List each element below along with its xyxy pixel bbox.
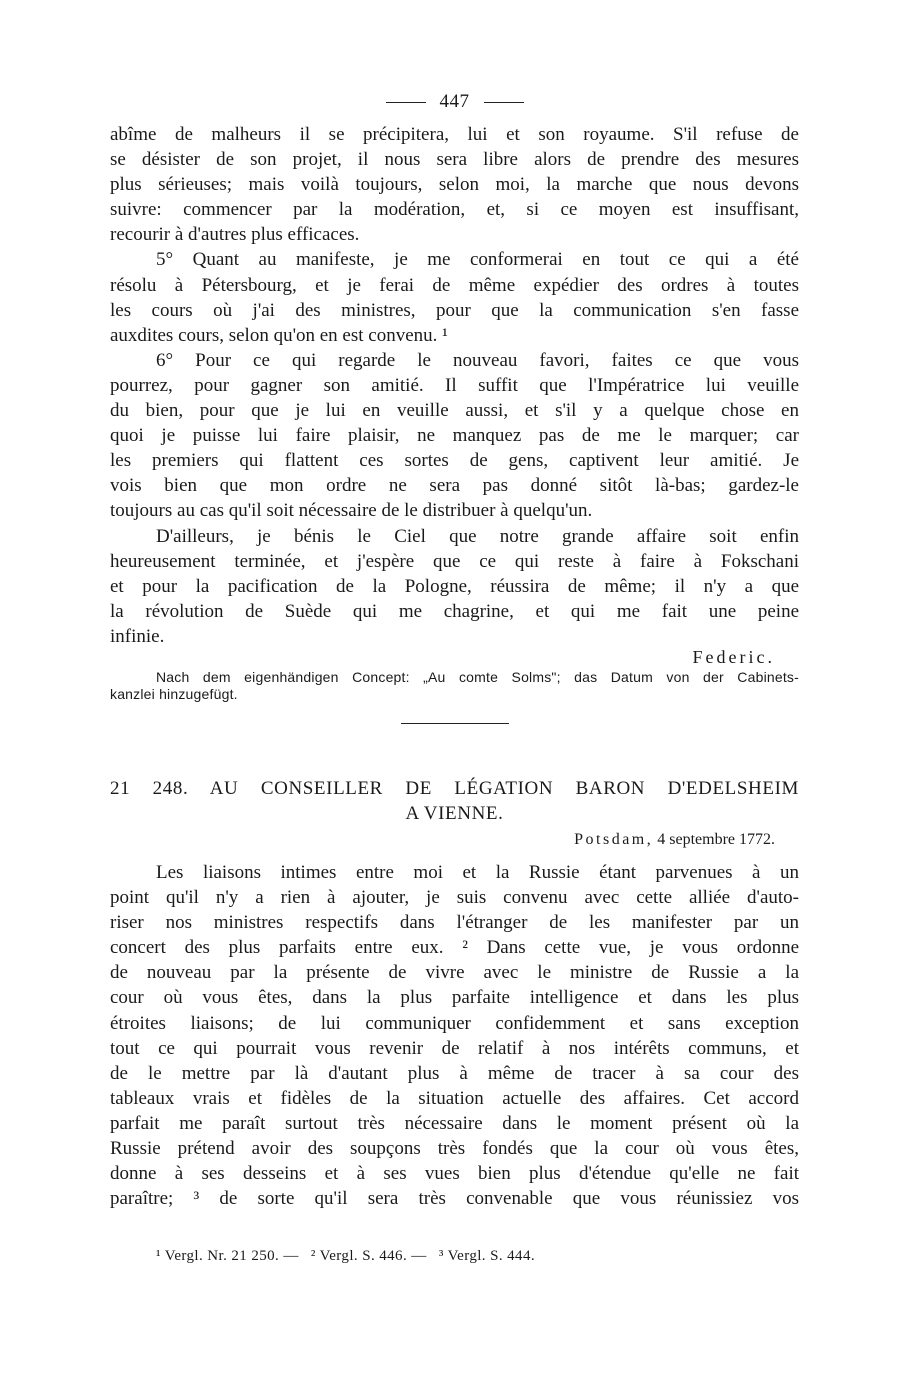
text-line: pourrez, pour gagner son amitié. Il suffit que l'Impératrice lui veuille <box>110 374 799 396</box>
footnote-2: ² Vergl. S. 446. — <box>310 1248 427 1264</box>
text-line: toujours au cas qu'il soit nécessaire de le distribuer à quelqu'un. <box>110 500 593 522</box>
header-rule-left <box>386 102 426 103</box>
text-line: tout ce qui pourrait vous revenir de relatif à nos intérêts communs, et <box>110 1037 799 1059</box>
dateline-place: Potsdam, <box>574 830 654 848</box>
text-line: quoi je puisse lui faire plaisir, ne manquez pas de me le marquer; car <box>110 425 799 447</box>
continued-paragraph <box>110 122 799 247</box>
text-line: point qu'il n'y a rien à ajouter, je suis convenu avec cette alliée d'auto- <box>110 887 799 909</box>
dateline <box>110 828 799 852</box>
footnote-1: ¹ Vergl. Nr. 21 250. — <box>156 1248 299 1264</box>
document-page <box>110 88 799 1211</box>
paragraph-point-5 <box>110 247 799 347</box>
letter-heading-line-1: 21 248. AU CONSEILLER DE LÉGATION BARON D'EDELSHEIM <box>110 777 799 799</box>
section-separator <box>401 723 509 724</box>
text-line: de le mettre par là d'autant plus à même de tracer à sa cour des <box>110 1062 799 1084</box>
paragraph-point-6 <box>110 348 799 524</box>
page-header <box>110 88 799 116</box>
text-line: D'ailleurs, je bénis le Ciel que notre grande affaire soit enfin <box>156 525 799 547</box>
dateline-date: 4 septembre 1772. <box>657 830 775 848</box>
text-line: les cours où j'ai des ministres, pour que la communication s'en fasse <box>110 299 799 321</box>
text-line: donne à ses desseins et à ses vues bien plus d'étendue qu'elle ne fait <box>110 1163 799 1185</box>
text-line: vois bien que mon ordre ne sera pas donné sitôt là-bas; gardez-le <box>110 475 799 497</box>
text-line: étroites liaisons; de lui communiquer confidemment et sans exception <box>110 1012 799 1034</box>
footnotes <box>156 1248 543 1265</box>
source-note <box>110 669 799 703</box>
footnote-3: ³ Vergl. S. 444. <box>438 1248 535 1264</box>
text-line: infinie. <box>110 625 165 647</box>
letter-heading-line-2: A VIENNE. <box>405 802 504 824</box>
text-line: auxdites cours, selon qu'on en est convenu. ¹ <box>110 324 448 346</box>
text-line: Les liaisons intimes entre moi et la Russie étant parvenues à un <box>156 861 799 883</box>
text-line: suivre: commencer par la modération, et, si ce moyen est insuffisant, <box>110 199 799 221</box>
text-line: concert des plus parfaits entre eux. ² Dans cette vue, je vous ordonne <box>110 937 799 959</box>
text-line: riser nos ministres respectifs dans l'étranger de les manifester par un <box>110 912 799 934</box>
text-line: recourir à d'autres plus efficaces. <box>110 224 360 246</box>
page-number: 447 <box>439 91 470 112</box>
text-line: abîme de malheurs il se précipitera, lui et son royaume. S'il refuse de <box>110 124 799 145</box>
text-line: se désister de son projet, il nous sera libre alors de prendre des mesures <box>110 149 799 171</box>
text-line: tableaux vrais et fidèles de la situation actuelle des affaires. Cet accord <box>110 1087 799 1109</box>
header-rule-right <box>484 102 524 103</box>
text-line: Russie prétend avoir des soupçons très fondés que la cour où vous êtes, <box>110 1138 799 1159</box>
text-line: de nouveau par la présente de vivre avec le ministre de Russie a la <box>110 962 799 984</box>
signature: Federic. <box>692 646 775 667</box>
text-line: 5° Quant au manifeste, je me conformerai en tout ce qui a été <box>156 249 799 271</box>
text-line: cour où vous êtes, dans la plus parfaite intelligence et dans les plus <box>110 987 799 1009</box>
text-line: paraître; ³ de sorte qu'il sera très convenable que vous réunissiez vos <box>110 1188 799 1210</box>
text-line: les premiers qui flattent ces sortes de gens, captivent leur amitié. Je <box>110 450 799 472</box>
text-line: 6° Pour ce qui regarde le nouveau favori, faites ce que vous <box>156 349 799 371</box>
text-line: heureusement terminée, et j'espère que ce qui reste à faire à Fokschani <box>110 550 799 572</box>
letter-heading <box>110 776 799 826</box>
text-line: la révolution de Suède qui me chagrine, et qui me fait une peine <box>110 600 799 622</box>
closing-paragraph <box>110 524 799 649</box>
source-note-line: Nach dem eigenhändigen Concept: „Au comte Solms"; das Datum von der Cabinets- <box>156 668 799 685</box>
source-note-line: kanzlei hinzugefügt. <box>110 685 238 702</box>
text-line: plus sérieuses; mais voilà toujours, selon moi, la marche que nous devons <box>110 174 799 196</box>
text-line: du bien, pour que je lui en veuille aussi, et s'il y a quelque chose en <box>110 400 799 422</box>
text-line: et pour la pacification de la Pologne, réussira de même; il n'y a que <box>110 575 799 597</box>
text-line: parfait me paraît surtout très nécessaire dans le moment présent où la <box>110 1112 799 1134</box>
text-line: résolu à Pétersbourg, et je ferai de même expédier des ordres à toutes <box>110 274 799 296</box>
letter-body <box>110 860 799 1211</box>
